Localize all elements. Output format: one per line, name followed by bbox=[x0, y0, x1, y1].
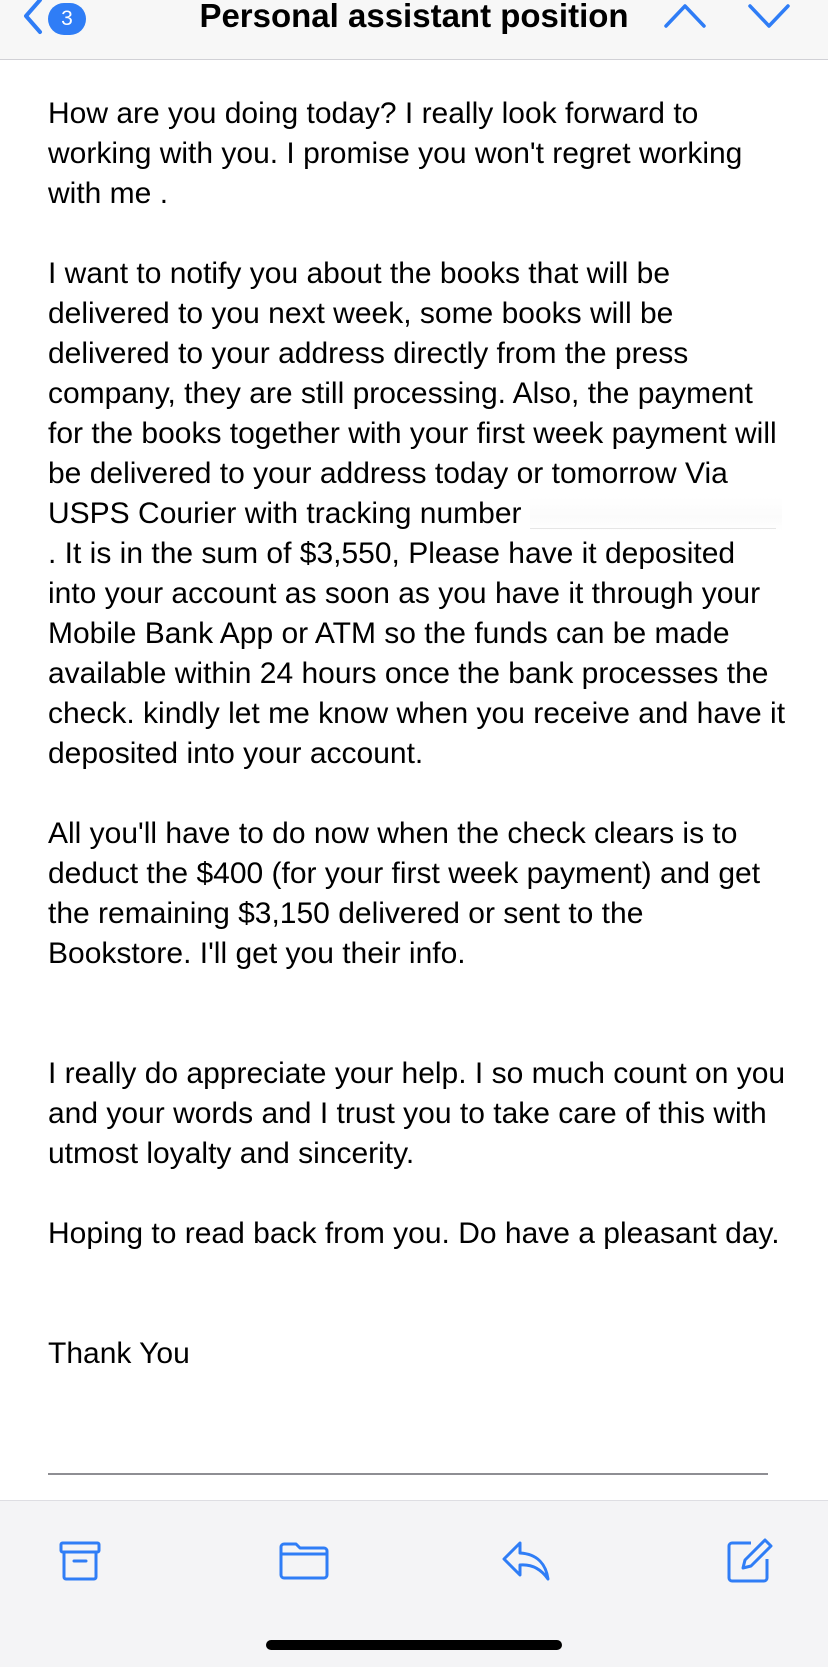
move-to-folder-button[interactable] bbox=[278, 1535, 330, 1587]
home-indicator[interactable] bbox=[266, 1640, 562, 1650]
compose-icon bbox=[723, 1535, 775, 1587]
message-divider bbox=[48, 1473, 768, 1475]
message-paragraph bbox=[48, 254, 788, 774]
compose-button[interactable] bbox=[723, 1535, 775, 1587]
archive-icon bbox=[55, 1535, 107, 1587]
archive-button[interactable] bbox=[55, 1535, 107, 1587]
reply-button[interactable] bbox=[500, 1535, 552, 1587]
message-paragraph: How are you doing today? I really look forward to working with you. I promise you won't regret working with me . bbox=[48, 97, 743, 210]
message-signoff: Thank You bbox=[48, 1337, 190, 1370]
message-body bbox=[48, 94, 788, 1374]
message-paragraph: I really do appreciate your help. I so much count on you and your words and I trust you to take care of this with utmost loyalty and sincerity. bbox=[48, 1057, 786, 1170]
message-subject: Personal assistant position bbox=[199, 0, 629, 34]
message-text: I want to notify you about the books that will be delivered to you next week, some books will be delivered to your address directly from the press company, they are still processing. Also, the payment for the books together with your first week payment will be delivered to your address today or tomorrow Via USPS Courier with tracking number bbox=[48, 257, 777, 530]
unread-count-badge: 3 bbox=[48, 3, 86, 35]
chevron-left-icon bbox=[18, 0, 48, 38]
message-paragraph: Hoping to read back from you. Do have a pleasant day. bbox=[48, 1217, 780, 1250]
message-text: . It is in the sum of $3,550, Please have it deposited into your account as soon as you have it through your Mobile Bank App or ATM so the funds can be made available within 24 hours once the bank processes the check. kindly let me know when you receive and have it deposited into your account. bbox=[48, 537, 786, 770]
folder-icon bbox=[278, 1535, 330, 1587]
chevron-up-icon[interactable] bbox=[660, 0, 710, 36]
nav-bar bbox=[0, 0, 828, 60]
redacted-tracking-number bbox=[530, 497, 782, 531]
message-paragraph: All you'll have to do now when the check clears is to deduct the $400 (for your first week payment) and get the remaining $3,150 delivered or sent to the Bookstore. I'll get you their info. bbox=[48, 817, 761, 970]
chevron-down-icon[interactable] bbox=[744, 0, 794, 36]
reply-icon bbox=[500, 1535, 552, 1587]
